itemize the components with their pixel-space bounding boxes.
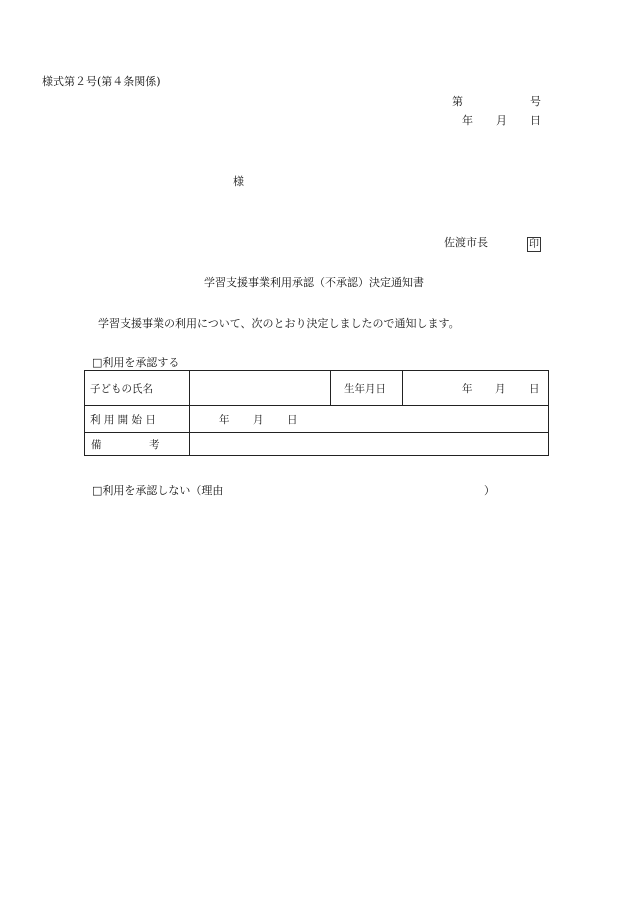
birthdate-month-unit: 月 — [495, 383, 506, 395]
document-title: 学習支援事業利用承認（不承認）決定通知書 — [204, 276, 424, 289]
remarks-label-part1: 備 — [91, 439, 102, 451]
form-number: 様式第２号(第４条関係) — [42, 75, 161, 88]
table-row — [85, 433, 549, 456]
birthdate-field[interactable] — [403, 371, 549, 406]
start-year-unit: 年 — [219, 414, 230, 426]
remarks-label — [85, 433, 190, 456]
birthdate-year-unit: 年 — [462, 383, 473, 395]
remarks-field[interactable] — [190, 433, 549, 456]
start-date-label: 利 用 開 始 日 — [85, 406, 190, 433]
start-month-unit: 月 — [253, 414, 264, 426]
table-row — [85, 371, 549, 406]
birthdate-label: 生年月日 — [331, 371, 403, 406]
seal-icon: 印 — [529, 239, 539, 250]
birthdate-day-unit: 日 — [529, 383, 540, 395]
doc-number-prefix: 第 — [452, 95, 463, 108]
body-text: 学習支援事業の利用について、次のとおり決定しましたので通知します。 — [98, 317, 460, 330]
doc-number-suffix: 号 — [530, 95, 541, 108]
table-row — [85, 406, 549, 433]
recipient-suffix: 様 — [233, 175, 244, 188]
start-day-unit: 日 — [287, 414, 298, 426]
child-name-label: 子どもの氏名 — [85, 371, 190, 406]
reject-reason-close: ） — [484, 484, 495, 497]
decision-table — [84, 370, 549, 456]
start-date-field[interactable] — [190, 406, 549, 433]
reject-checkbox-option[interactable]: □利用を承認しない（理由 — [92, 484, 224, 497]
date-month: 月 — [496, 114, 507, 127]
date-day: 日 — [530, 114, 541, 127]
approve-checkbox-option[interactable]: □利用を承認する — [92, 356, 180, 369]
issuer-title: 佐渡市長 — [444, 236, 488, 249]
child-name-field[interactable] — [190, 371, 331, 406]
date-year: 年 — [462, 114, 473, 127]
remarks-label-part2: 考 — [149, 439, 160, 451]
seal-mark — [527, 232, 541, 252]
